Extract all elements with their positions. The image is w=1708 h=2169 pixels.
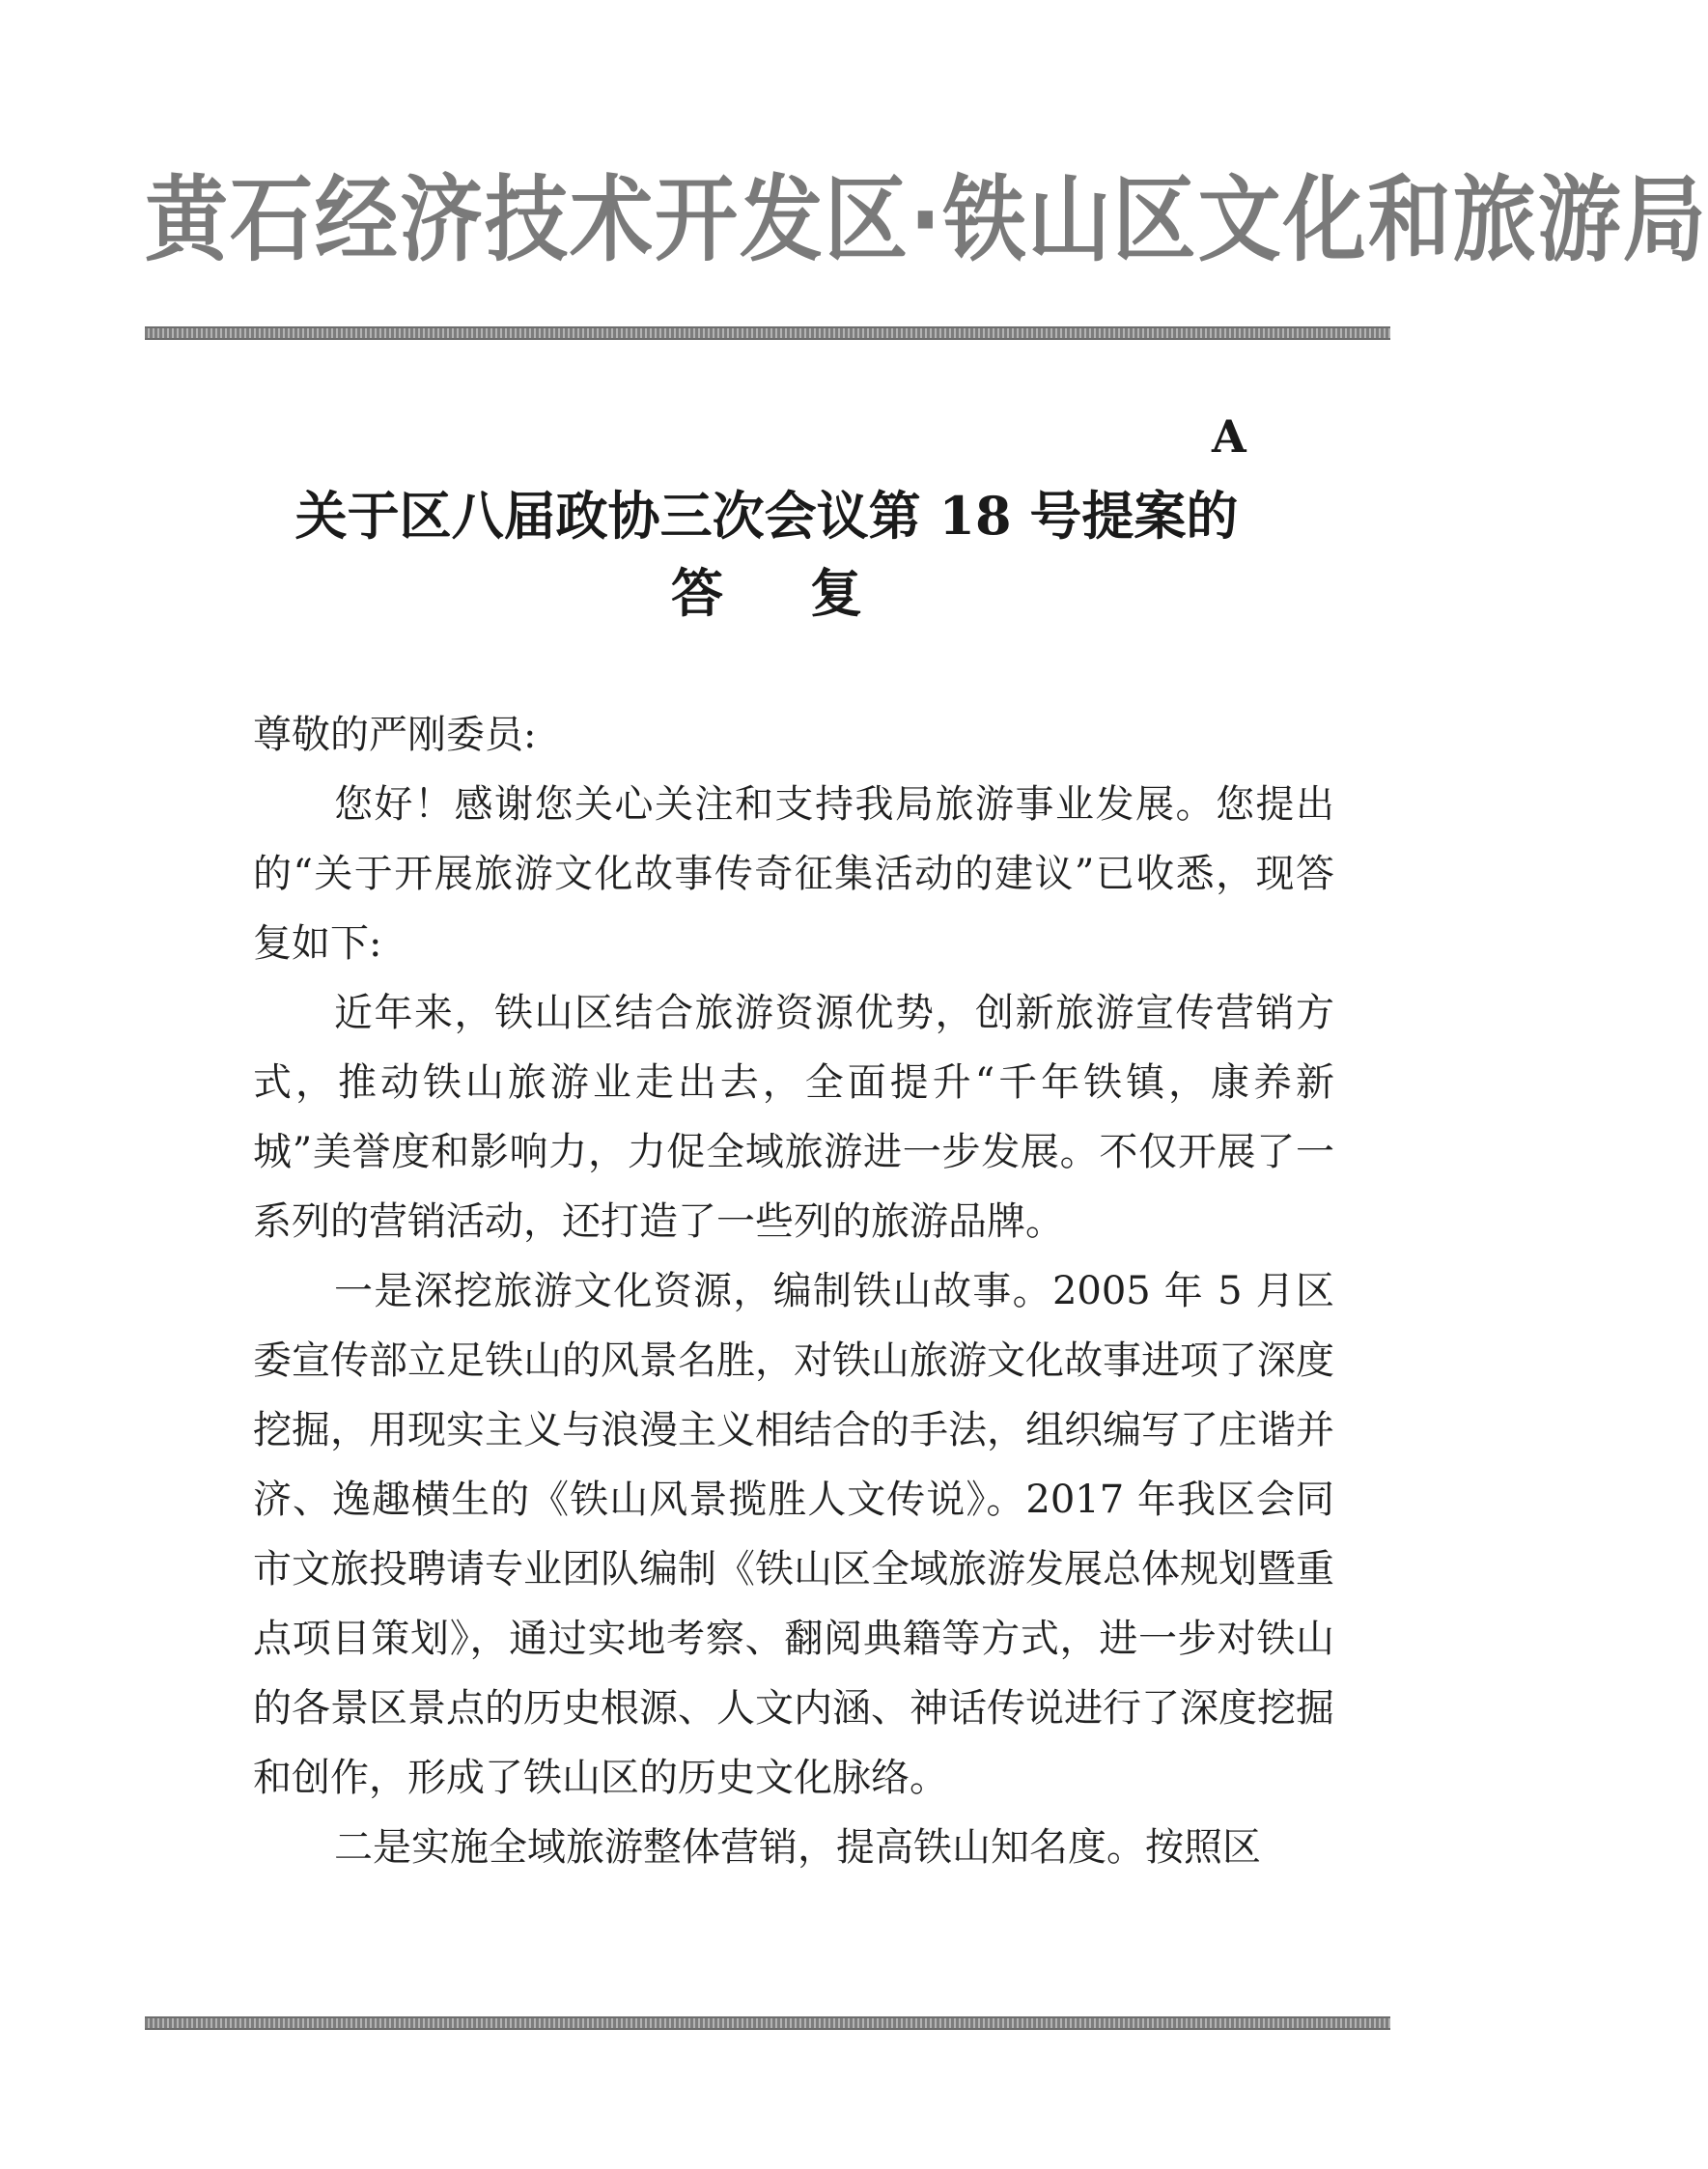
letterhead-divider xyxy=(145,326,1390,340)
letterhead-title: 黄石经济技术开发区·铁山区文化和旅游局 xyxy=(145,166,1708,275)
paragraph: 您好！感谢您关心关注和支持我局旅游事业发展。您提出的“关于开展旅游文化故事传奇征集活动的建议”已收悉，现答复如下: xyxy=(253,782,1334,966)
paragraph: 近年来，铁山区结合旅游资源优势，创新旅游宣传营销方式，推动铁山旅游业走出去，全面提升“千年铁镇，康养新城”美誉度和影响力，力促全域旅游进一步发展。不仅开展了一系列的营销活动，还打造了一些列的旅游品牌。 xyxy=(253,991,1334,1244)
paragraph: 一是深挖旅游文化资源，编制铁山故事。2005 年 5 月区委宣传部立足铁山的风景名胜，对铁山旅游文化故事进项了深度挖掘，用现实主义与浪漫主义相结合的手法，组织编写了庄谐并济、逸趣横生的《铁山风景揽胜人文传说》。2017 年我区会同市文旅投聘请专业团队编制《铁山区全域旅游发展总体规划暨重点项目策划》，通过实地考察、翻阅典籍等方式，进一步对铁山的各景区景点的历史根源、人文内涵、神话传说进行了深度挖掘和创作，形成了铁山区的历史文化脉络。 xyxy=(253,1269,1334,1800)
letter-body xyxy=(253,700,1334,1882)
salutation: 尊敬的严刚委员: xyxy=(253,713,537,757)
paragraph: 二是实施全域旅游整体营销，提高铁山知名度。按照区 xyxy=(334,1825,1261,1870)
document-title-line-1: 关于区八届政协三次会议第 18 号提案的 xyxy=(294,485,1239,547)
corner-mark: A xyxy=(1212,410,1246,463)
footer-divider xyxy=(145,2016,1390,2030)
document-title-line-2: 答复 xyxy=(671,562,949,624)
